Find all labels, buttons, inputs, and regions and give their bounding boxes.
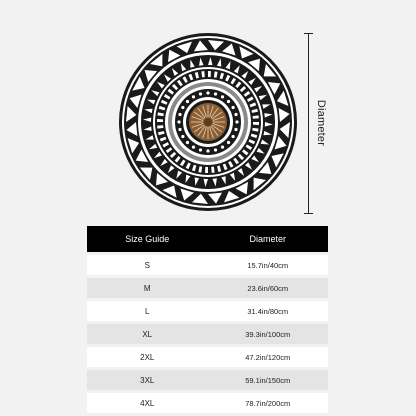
diameter-cell: 78.7in/200cm — [208, 392, 329, 414]
diameter-cell: 39.3in/100cm — [208, 323, 329, 346]
size-cell: 3XL — [87, 369, 208, 392]
table-row — [87, 346, 328, 369]
mandala-pattern — [118, 32, 298, 212]
diameter-cell: 31.4in/80cm — [208, 300, 329, 323]
table-row — [87, 277, 328, 300]
dimension-line — [308, 33, 309, 213]
column-header-size: Size Guide — [87, 226, 208, 254]
dimension-label: Diameter — [315, 99, 327, 147]
size-guide-table — [87, 226, 328, 413]
size-cell: 2XL — [87, 346, 208, 369]
diameter-cell: 23.6in/60cm — [208, 277, 329, 300]
dimension-bottom-cap — [304, 213, 313, 214]
table-row — [87, 323, 328, 346]
size-cell: L — [87, 300, 208, 323]
column-header-diameter: Diameter — [208, 226, 329, 254]
table-row — [87, 392, 328, 414]
table-row — [87, 254, 328, 277]
size-cell: 4XL — [87, 392, 208, 414]
table-row — [87, 300, 328, 323]
table-row — [87, 369, 328, 392]
diameter-cell: 15.7in/40cm — [208, 254, 329, 277]
size-cell: XL — [87, 323, 208, 346]
diameter-cell: 59.1in/150cm — [208, 369, 329, 392]
size-cell: M — [87, 277, 208, 300]
round-rug-image — [118, 32, 298, 212]
table-header-row — [87, 226, 328, 254]
size-cell: S — [87, 254, 208, 277]
diameter-cell: 47.2in/120cm — [208, 346, 329, 369]
